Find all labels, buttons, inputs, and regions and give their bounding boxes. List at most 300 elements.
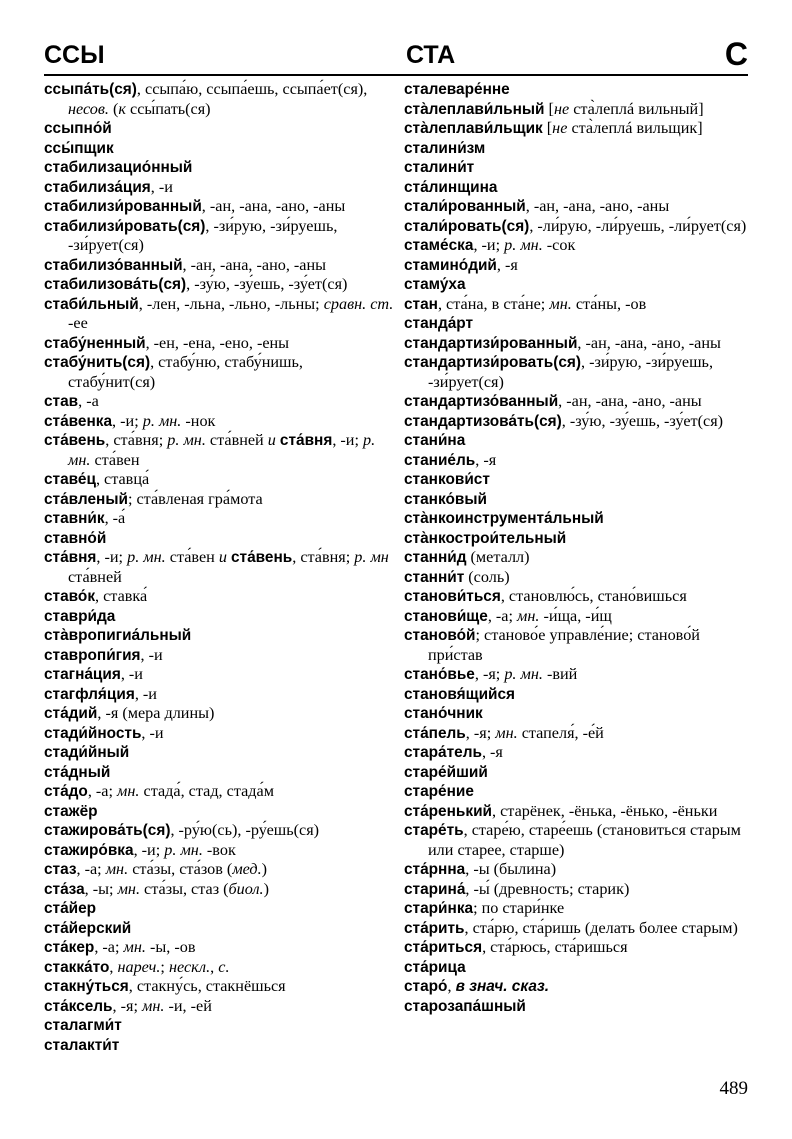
dictionary-entry xyxy=(44,880,394,900)
entry-headword: ста́вня xyxy=(279,432,333,449)
entry-text: к xyxy=(118,99,126,118)
entry-headword: ста̀вропигиа́льный xyxy=(44,627,192,644)
entry-headword: стабилиза́ция xyxy=(44,178,151,196)
header-section-letter: С xyxy=(724,36,748,72)
entry-text: и xyxy=(267,431,276,449)
entry-text: ста́вен xyxy=(165,548,219,566)
entry-headword: сталеваре́нне xyxy=(404,81,510,98)
entry-headword: ста́кер xyxy=(44,939,95,956)
entry-text: ста́вней xyxy=(68,567,122,586)
entry-headword: стабилизова́ть(ся) xyxy=(44,276,187,293)
dictionary-entry xyxy=(44,392,394,412)
entry-text: р. мн. xyxy=(504,665,543,683)
dictionary-entry xyxy=(44,1036,394,1056)
dictionary-entry xyxy=(404,275,756,295)
entry-headword: станови́ще xyxy=(404,607,488,625)
entry-text: , -и xyxy=(140,645,163,664)
entry-text: не xyxy=(552,119,568,137)
dictionary-entry xyxy=(404,958,756,978)
entry-text: стапеля́, -е́й xyxy=(517,723,604,742)
dictionary-entry xyxy=(44,997,394,1017)
entry-headword: ста́вленый xyxy=(44,490,128,508)
entry-headword: ста́за xyxy=(44,880,85,898)
entry-text: , ста́рюсь, ста́ришься xyxy=(482,938,628,956)
entry-text: , -а xyxy=(78,392,99,410)
entry-text: ссы́пать(ся) xyxy=(125,99,211,118)
entry-text: ; по стари́нке xyxy=(473,899,565,917)
dictionary-entry xyxy=(44,548,394,587)
entry-headword: ставе́ц xyxy=(44,471,96,488)
entry-text: и xyxy=(218,548,227,566)
entry-text: , -ан, -ана, -ано, -аны xyxy=(182,255,327,274)
dictionary-entry xyxy=(44,938,394,958)
entry-text: , -зу́ю, -зу́ешь, -зу́ет(ся) xyxy=(561,411,724,430)
dictionary-entry xyxy=(44,899,394,919)
dictionary-entry xyxy=(404,568,756,588)
entry-headword: ста́вень xyxy=(231,549,293,566)
entry-text: (соль) xyxy=(464,567,510,586)
entry-text: не xyxy=(553,99,570,118)
dictionary-entry xyxy=(44,821,394,841)
entry-text: , ссыпа́ю, ссыпа́ешь, ссыпа́ет(ся), xyxy=(136,80,368,98)
entry-text: , становлю́сь, стано́вишься xyxy=(500,587,687,605)
dictionary-entry xyxy=(44,197,394,217)
header-right-guideword: СТА xyxy=(406,41,456,69)
entry-text: , -и; xyxy=(112,411,143,430)
dictionary-entry xyxy=(44,353,394,392)
entry-text: ста́зы, ста́зов ( xyxy=(128,860,233,878)
dictionary-entry xyxy=(44,256,394,276)
entry-headword: ссыпно́й xyxy=(44,120,112,137)
entry-text: [ xyxy=(542,119,553,137)
entry-headword: ста́до xyxy=(44,783,88,800)
dictionary-entry xyxy=(404,392,756,412)
entry-headword: стакну́ться xyxy=(44,978,129,995)
entry-text: -и́ща, -и́щ xyxy=(539,606,612,625)
dictionary-entry xyxy=(404,158,756,178)
dictionary-entry xyxy=(404,431,756,451)
dictionary-entry xyxy=(404,314,756,334)
entry-text: ста́зы, стаз ( xyxy=(140,879,229,898)
entry-text: , -а; xyxy=(76,860,106,878)
entry-text: мн. xyxy=(142,996,165,1015)
dictionary-entry xyxy=(404,217,756,237)
entry-text: , -зи́рую, -зи́руешь, -зи́рует(ся) xyxy=(68,216,338,254)
entry-text: -нок xyxy=(181,411,216,430)
dictionary-entry xyxy=(44,607,394,627)
dictionary-entry xyxy=(404,860,756,880)
dictionary-entry xyxy=(44,1016,394,1036)
entry-text: (металл) xyxy=(466,548,530,566)
left-column xyxy=(44,80,394,1055)
dictionary-entry xyxy=(44,509,394,529)
entry-text: ста̀леплá вильный] xyxy=(569,99,704,118)
entry-text: , ставка́ xyxy=(95,587,148,605)
dictionary-entry xyxy=(44,412,394,432)
dictionary-entry xyxy=(404,509,756,529)
dictionary-entry xyxy=(404,295,756,315)
dictionary-entry xyxy=(404,139,756,159)
entry-headword: ста̀леплави́льщик xyxy=(404,120,543,137)
entry-text: р. мн xyxy=(354,548,389,566)
entry-headword: стари́нка xyxy=(404,900,474,917)
entry-text: р. мн. xyxy=(142,411,182,430)
dictionary-entry xyxy=(404,880,756,900)
entry-headword: стандартизи́ровать(ся) xyxy=(404,354,581,371)
dictionary-entry xyxy=(44,802,394,822)
dictionary-entry xyxy=(404,821,756,860)
entry-text: , ста́вня; xyxy=(292,548,355,566)
dictionary-entry xyxy=(404,782,756,802)
entry-headword: ста́пель xyxy=(404,724,466,742)
dictionary-entry xyxy=(44,217,394,256)
right-column xyxy=(404,80,756,1016)
entry-text: , -ли́рую, -ли́руешь, -ли́рует(ся) xyxy=(529,216,747,235)
entry-headword: ста́ренький xyxy=(404,802,493,820)
entry-text: , -я; xyxy=(112,996,142,1015)
dictionary-entry xyxy=(404,100,756,120)
dictionary-entry xyxy=(44,587,394,607)
dictionary-entry xyxy=(44,431,394,470)
entry-headword: ста́йер xyxy=(44,900,97,917)
entry-headword: стабу́нить(ся) xyxy=(44,354,151,371)
entry-text: , -а; xyxy=(487,606,518,625)
dictionary-entry xyxy=(404,470,756,490)
dictionary-entry xyxy=(44,704,394,724)
entry-headword: сталакти́т xyxy=(44,1036,120,1054)
entry-headword: стади́йность xyxy=(44,724,142,742)
entry-headword: стаме́ска xyxy=(404,237,474,254)
entry-headword: ста́йерский xyxy=(44,919,132,937)
dictionary-entry xyxy=(404,919,756,939)
dictionary-entry xyxy=(44,529,394,549)
entry-text: , -ы (былина) xyxy=(465,860,557,878)
entry-text: р. мн. xyxy=(167,431,206,449)
entry-headword: стабилизи́ровать(ся) xyxy=(44,217,206,235)
entry-text: мн. xyxy=(123,938,146,956)
dictionary-entry xyxy=(404,587,756,607)
entry-text: р. мн. xyxy=(68,431,376,469)
entry-headword: стандартизова́ть(ся) xyxy=(404,412,562,430)
dictionary-entry xyxy=(44,782,394,802)
entry-headword: стаз xyxy=(44,861,77,878)
entry-text: , ста́вня; xyxy=(105,431,168,449)
dictionary-entry xyxy=(44,178,394,198)
entry-headword: ста̀нкострои́тельный xyxy=(404,529,567,547)
entry-text: ста̀леплá вильщик] xyxy=(567,119,703,137)
entry-text: ; xyxy=(160,957,169,976)
dictionary-entry xyxy=(44,80,394,119)
entry-text: , -зу́ю, -зу́ешь, -зу́ет(ся) xyxy=(186,275,348,293)
entry-headword: ставо́к xyxy=(44,588,96,605)
entry-text: , -а́ xyxy=(104,509,126,527)
entry-headword: станкови́ст xyxy=(404,471,490,488)
entry-text: р. мн. xyxy=(504,236,543,254)
entry-text: нескл. xyxy=(168,957,211,976)
page-header xyxy=(44,36,748,76)
entry-headword: старина́ xyxy=(404,880,466,898)
entry-text: -и, -ей xyxy=(164,996,212,1015)
entry-text: , -а; xyxy=(94,938,124,956)
dictionary-entry xyxy=(404,178,756,198)
page-number: 489 xyxy=(719,1078,748,1099)
entry-headword: сталагми́т xyxy=(44,1017,122,1034)
entry-headword: ста́рица xyxy=(404,958,466,976)
dictionary-entry xyxy=(404,626,756,665)
entry-headword: стабу́ненный xyxy=(44,334,146,352)
dictionary-entry xyxy=(44,158,394,178)
entry-headword: ста́вня xyxy=(44,549,97,566)
entry-headword: стагфля́ция xyxy=(44,685,135,703)
entry-headword: стамино́дий xyxy=(404,256,497,274)
entry-text: ; станово́е управле́ние; станово́й при́став xyxy=(428,626,700,664)
entry-text: мн. xyxy=(117,879,140,898)
entry-text: , -ан, -ана, -ано, -аны xyxy=(525,197,670,215)
entry-text: , -ен, -ена, -ено, -ены xyxy=(145,333,290,352)
dictionary-entry xyxy=(404,763,756,783)
entry-text: [ xyxy=(544,99,554,118)
entry-headword: ста̀леплави́льный xyxy=(404,100,545,118)
entry-headword: ста̀нкоинструмента́льный xyxy=(404,510,604,527)
dictionary-entry xyxy=(44,685,394,705)
entry-headword: стано́вье xyxy=(404,666,475,683)
entry-headword: стан xyxy=(404,295,438,313)
dictionary-entry xyxy=(44,919,394,939)
dictionary-entry xyxy=(44,490,394,510)
dictionary-entry xyxy=(404,607,756,627)
entry-text: -ы, -ов xyxy=(145,938,196,956)
entry-headword: ставни́к xyxy=(44,510,105,527)
entry-headword: ста́дий xyxy=(44,705,98,722)
entry-text: , -и; xyxy=(473,236,505,254)
entry-headword: ста́вень xyxy=(44,432,106,449)
entry-headword: станово́й xyxy=(404,627,476,644)
entry-text: биол. xyxy=(228,879,264,898)
entry-headword: станда́рт xyxy=(404,315,474,332)
entry-headword: ста́риться xyxy=(404,939,483,956)
entry-text: ( xyxy=(108,99,119,118)
dictionary-entry xyxy=(404,724,756,744)
dictionary-entry xyxy=(44,841,394,861)
entry-text: -вок xyxy=(202,840,236,859)
entry-text: мн. xyxy=(117,782,140,800)
entry-text: , -и xyxy=(120,665,143,683)
entry-text: , старёнек, -ёнька, -ёнько, -ёньки xyxy=(492,801,718,820)
dictionary-entry xyxy=(404,997,756,1017)
entry-text: стада́, стад, стада́м xyxy=(139,782,274,800)
entry-headword: стали́рованный xyxy=(404,198,526,215)
entry-headword: стабилизо́ванный xyxy=(44,256,183,274)
dictionary-entry xyxy=(404,899,756,919)
dictionary-entry xyxy=(404,353,756,392)
entry-headword: стабилизи́рованный xyxy=(44,198,202,215)
entry-headword: ста́дный xyxy=(44,763,111,781)
entry-text: , ставца́ xyxy=(95,470,150,488)
dictionary-entry xyxy=(404,685,756,705)
entry-text: сравн. ст. xyxy=(323,294,394,313)
dictionary-entry xyxy=(404,743,756,763)
entry-headword: ста́рнна xyxy=(404,861,466,878)
entry-headword: стаби́льный xyxy=(44,295,139,313)
entry-headword: сталини́зм xyxy=(404,139,486,157)
entry-text: несов. xyxy=(68,99,109,118)
entry-headword: старо́ xyxy=(404,978,448,995)
dictionary-entry xyxy=(404,119,756,139)
entry-text: -сок xyxy=(542,236,576,254)
entry-text: , -ы; xyxy=(84,879,118,898)
entry-text: , xyxy=(109,957,118,976)
entry-text: , -лен, -льна, -льно, -льны; xyxy=(138,294,324,313)
entry-headword: стано́чник xyxy=(404,705,483,722)
entry-text: , -я xyxy=(481,743,503,761)
entry-text: , -и; xyxy=(332,431,364,449)
entry-headword: ссы́пщик xyxy=(44,139,114,157)
dictionary-entry xyxy=(44,626,394,646)
entry-headword: стани́на xyxy=(404,432,466,449)
entry-text: , -я (мера длины) xyxy=(97,704,215,722)
entry-headword: ста́рить xyxy=(404,919,465,937)
entry-text: ста́ны, -ов xyxy=(571,294,647,313)
entry-headword: стали́ровать(ся) xyxy=(404,217,530,235)
entry-text: ста́вней xyxy=(205,431,268,449)
dictionary-entry xyxy=(44,646,394,666)
entry-headword: станко́вый xyxy=(404,490,487,508)
entry-text: , -я xyxy=(496,255,518,274)
entry-headword: ставно́й xyxy=(44,529,107,547)
entry-text: в знач. сказ. xyxy=(455,978,550,995)
entry-headword: стандартизи́рованный xyxy=(404,334,578,352)
dictionary-entry xyxy=(44,275,394,295)
entry-text: с. xyxy=(218,957,230,976)
entry-text: , -зи́рую, -зи́руешь, -зи́рует(ся) xyxy=(428,353,713,391)
dictionary-entry xyxy=(44,139,394,159)
entry-text: , -ан, -ана, -ано, -аны xyxy=(201,197,346,215)
entry-text: мн. xyxy=(105,860,129,878)
dictionary-entry xyxy=(44,763,394,783)
entry-text: ) xyxy=(261,860,268,878)
dictionary-entry xyxy=(44,119,394,139)
entry-headword: станови́ться xyxy=(404,588,501,605)
dictionary-entry xyxy=(404,938,756,958)
entry-headword: старозапа́шный xyxy=(404,997,526,1015)
dictionary-entry xyxy=(44,724,394,744)
entry-text: , xyxy=(210,957,219,976)
dictionary-entry xyxy=(404,704,756,724)
entry-headword: станни́т xyxy=(404,568,465,586)
entry-text: , -и xyxy=(150,177,173,196)
entry-headword: стара́тель xyxy=(404,744,482,761)
entry-text: р. мн. xyxy=(164,840,203,859)
dictionary-entry xyxy=(404,80,756,100)
entry-headword: стаму́ха xyxy=(404,276,466,293)
dictionary-entry xyxy=(44,860,394,880)
dictionary-entry xyxy=(44,334,394,354)
entry-text: , -и; xyxy=(96,548,128,566)
entry-headword: стажиро́вка xyxy=(44,841,134,859)
dictionary-entry xyxy=(44,470,394,490)
entry-text: , ста́на, в ста́не; xyxy=(437,294,550,313)
entry-headword: старе́ние xyxy=(404,783,474,800)
entry-text: ; ста́вленая гра́мота xyxy=(127,489,263,508)
dictionary-entry xyxy=(404,802,756,822)
dictionary-entry xyxy=(44,977,394,997)
entry-text: , -я; xyxy=(465,723,496,742)
dictionary-entry xyxy=(404,236,756,256)
entry-text: , -ы́ (древность; старик) xyxy=(465,879,630,898)
entry-headword: старе́йший xyxy=(404,763,488,781)
entry-text: , стакну́сь, стакнёшься xyxy=(128,977,286,995)
dictionary-entry xyxy=(44,743,394,763)
entry-text: , -я; xyxy=(474,665,505,683)
entry-headword: ста́линщина xyxy=(404,178,498,196)
dictionary-entry xyxy=(404,334,756,354)
entry-headword: стандартизо́ванный xyxy=(404,393,559,410)
entry-text: -вий xyxy=(542,665,578,683)
entry-text: мн. xyxy=(495,723,518,742)
entry-text: , -и xyxy=(134,684,157,703)
dictionary-entry xyxy=(404,256,756,276)
dictionary-entry xyxy=(44,295,394,334)
entry-text: ) xyxy=(263,879,269,898)
entry-text: ста́вен xyxy=(90,450,140,469)
entry-text: нареч. xyxy=(117,957,161,976)
dictionary-entry xyxy=(404,451,756,471)
header-left-guideword: ССЫ xyxy=(44,41,105,69)
entry-text: -ее xyxy=(68,314,88,332)
entry-text: , xyxy=(447,977,456,995)
entry-text: мед. xyxy=(232,860,262,878)
entry-headword: сталини́т xyxy=(404,159,475,176)
entry-text: , -а; xyxy=(87,782,118,800)
entry-text: , -ан, -ана, -ано, -аны xyxy=(577,333,721,352)
entry-headword: стагна́ция xyxy=(44,666,121,683)
entry-headword: становя́щийся xyxy=(404,685,516,703)
entry-text: р. мн. xyxy=(127,548,166,566)
entry-text: , -и xyxy=(141,723,164,742)
entry-headword: старе́ть xyxy=(404,822,464,839)
dictionary-entry xyxy=(404,412,756,432)
dictionary-entry xyxy=(404,665,756,685)
dictionary-entry xyxy=(404,977,756,997)
dictionary-entry xyxy=(404,197,756,217)
dictionary-entry xyxy=(404,548,756,568)
entry-text: , ста́рю, ста́ришь (делать более старым) xyxy=(464,918,738,937)
entry-text: мн. xyxy=(517,606,540,625)
entry-headword: стади́йный xyxy=(44,744,130,761)
entry-headword: стажирова́ть(ся) xyxy=(44,822,171,839)
entry-text: , -я xyxy=(475,450,497,469)
dictionary-entry xyxy=(44,958,394,978)
entry-headword: став xyxy=(44,393,79,410)
entry-headword: ссыпа́ть(ся) xyxy=(44,81,137,98)
entry-text: , стабу́ню, стабу́нишь, стабу́нит(ся) xyxy=(68,353,303,391)
entry-headword: ста́венка xyxy=(44,412,113,430)
entry-headword: стабилизацио́нный xyxy=(44,159,193,176)
entry-headword: ста́ксель xyxy=(44,997,113,1015)
entry-headword: стажёр xyxy=(44,802,98,820)
dictionary-entry xyxy=(404,529,756,549)
entry-headword: ставри́да xyxy=(44,607,116,625)
entry-text: , -ру́ю(сь), -ру́ешь(ся) xyxy=(170,821,320,839)
entry-text: мн. xyxy=(549,294,572,313)
entry-text: , старе́ю, старе́ешь (становиться старым или старее, старше) xyxy=(428,821,741,859)
entry-headword: стакка́то xyxy=(44,958,110,976)
entry-text: , -ан, -ана, -ано, -аны xyxy=(558,392,702,410)
entry-headword: ставропи́гия xyxy=(44,646,141,664)
entry-headword: стание́ль xyxy=(404,451,476,469)
dictionary-entry xyxy=(44,665,394,685)
entry-headword: станни́д xyxy=(404,549,467,566)
